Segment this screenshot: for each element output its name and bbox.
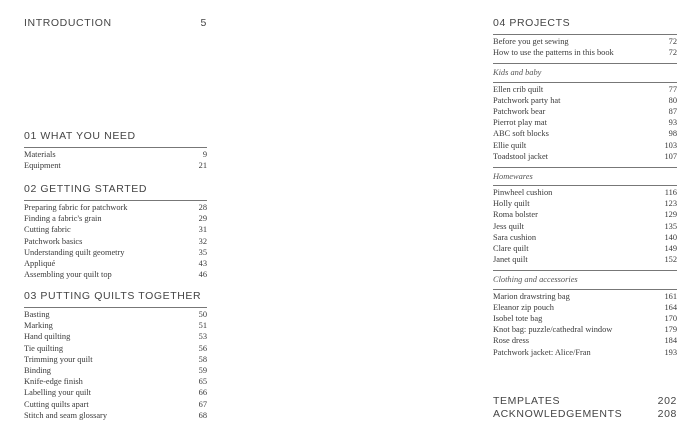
entry-label: Materials <box>24 150 56 159</box>
entry-label: Janet quilt <box>493 255 528 265</box>
group-rule <box>493 270 677 271</box>
entry-label: Toadstool jacket <box>493 151 548 161</box>
toc-entry[interactable] <box>493 36 677 47</box>
entry-page: 56 <box>198 343 207 353</box>
entry-label: Understanding quilt geometry <box>24 247 125 257</box>
toc-entry[interactable] <box>24 365 207 376</box>
entry-label: Appliqué <box>24 258 56 268</box>
entry-page: 21 <box>198 161 207 171</box>
section-rule <box>24 200 207 201</box>
entry-label: Jess quilt <box>493 221 524 231</box>
entry-page: 31 <box>198 225 207 235</box>
toc-entry[interactable] <box>493 232 677 243</box>
entry-page: 161 <box>664 291 677 301</box>
entry-label: Rose dress <box>493 336 530 346</box>
entry-page: 29 <box>198 214 207 224</box>
toc-entry[interactable] <box>493 221 677 232</box>
projects-body <box>493 36 677 358</box>
entry-page: 35 <box>198 247 207 257</box>
toc-entry[interactable] <box>493 291 677 302</box>
entry-label: Basting <box>24 310 50 319</box>
entry-label: TEMPLATES <box>493 395 561 407</box>
toc-entry[interactable] <box>493 140 677 151</box>
subheading: Homewares <box>493 171 533 181</box>
subheading: Clothing and accessories <box>493 275 578 285</box>
entry-page: 59 <box>198 365 207 375</box>
subheading-rule <box>493 82 677 83</box>
entry-page: 170 <box>664 313 677 323</box>
entry-label: ABC soft blocks <box>493 129 549 139</box>
entry-label: Sara cushion <box>493 232 537 242</box>
toc-entry[interactable] <box>493 117 677 128</box>
toc-entry[interactable] <box>24 343 207 354</box>
entry-label: Patchwork basics <box>24 236 83 246</box>
entry-page: 80 <box>668 95 677 105</box>
back-matter <box>493 395 677 421</box>
toc-entry[interactable] <box>24 399 207 410</box>
entry-page: 103 <box>664 140 677 150</box>
entry-label: Eleanor zip pouch <box>493 302 554 312</box>
introduction-label: INTRODUCTION <box>24 17 112 29</box>
toc-entry[interactable] <box>24 320 207 331</box>
toc-entry[interactable] <box>493 187 677 198</box>
entry-page: 107 <box>664 151 677 161</box>
entry-page: 67 <box>198 399 207 409</box>
entry-page: 193 <box>664 347 677 357</box>
entry-page: 123 <box>664 199 677 209</box>
toc-entry[interactable] <box>24 387 207 398</box>
toc-entry[interactable] <box>493 128 677 139</box>
entry-label: Marking <box>24 321 53 331</box>
entry-label: Equipment <box>24 161 61 171</box>
entry-label: Ellie quilt <box>493 140 527 150</box>
entry-label: Patchwork jacket: Alice/Fran <box>493 347 591 357</box>
toc-entry[interactable] <box>24 247 207 258</box>
toc-entry[interactable] <box>24 236 207 247</box>
entry-page: 179 <box>664 325 677 335</box>
entry-label: Assembling your quilt top <box>24 270 112 280</box>
toc-section <box>24 183 207 280</box>
toc-entry[interactable] <box>24 376 207 387</box>
entry-page: 65 <box>198 377 207 387</box>
entry-page: 43 <box>198 258 207 268</box>
entry-label: Knife-edge finish <box>24 377 83 387</box>
entry-page: 98 <box>668 129 677 139</box>
entry-label: Trimming your quilt <box>24 354 93 364</box>
section-title: 01 WHAT YOU NEED <box>24 130 136 142</box>
entry-page: 46 <box>198 270 207 280</box>
entry-label: Preparing fabric for patchwork <box>24 203 128 212</box>
toc-section <box>24 290 207 421</box>
entry-label: Before you get sewing <box>493 37 569 46</box>
toc-entry[interactable] <box>24 258 207 269</box>
entry-label: Cutting fabric <box>24 225 71 235</box>
subheading-rule <box>493 289 677 290</box>
entry-label: Hand quilting <box>24 332 71 342</box>
entry-label: Tie quilting <box>24 343 64 353</box>
entry-label: Binding <box>24 365 51 375</box>
entry-label: Knot bag: puzzle/cathedral window <box>493 325 613 335</box>
toc-entry[interactable] <box>493 347 677 358</box>
entry-label: Clare quilt <box>493 244 529 253</box>
entry-page: 152 <box>664 255 677 265</box>
toc-entry[interactable] <box>493 302 677 313</box>
toc-entry[interactable] <box>24 269 207 280</box>
entry-page: 116 <box>664 188 677 198</box>
toc-back-matter[interactable] <box>493 408 677 421</box>
toc-entry[interactable] <box>24 213 207 224</box>
entry-page: 50 <box>198 310 207 319</box>
group-rule <box>493 167 677 168</box>
entry-page: 164 <box>664 302 677 312</box>
entry-page: 93 <box>668 118 677 128</box>
entry-page: 208 <box>657 408 677 420</box>
toc-entry[interactable] <box>493 84 677 95</box>
entry-label: Patchwork party hat <box>493 95 561 105</box>
section-rule <box>493 34 677 35</box>
section-rule <box>24 307 207 308</box>
toc-entry[interactable] <box>493 324 677 335</box>
section-title: 03 PUTTING QUILTS TOGETHER <box>24 290 202 302</box>
entry-page: 184 <box>664 336 677 346</box>
introduction-page: 5 <box>200 17 207 29</box>
entry-page: 66 <box>198 388 207 398</box>
entry-label: Ellen crib quilt <box>493 84 544 94</box>
toc-entry[interactable] <box>24 410 207 421</box>
entry-label: Labelling your quilt <box>24 388 91 398</box>
toc-back-matter[interactable] <box>493 395 677 408</box>
toc-entry[interactable] <box>493 106 677 117</box>
entry-label: Stitch and seam glossary <box>24 410 108 420</box>
entry-page: 51 <box>198 321 207 331</box>
toc-entry[interactable] <box>24 354 207 365</box>
entry-page: 87 <box>668 106 677 116</box>
toc-entry[interactable] <box>493 335 677 346</box>
toc-entry[interactable] <box>493 313 677 324</box>
toc-entry[interactable] <box>24 160 207 171</box>
entry-label: Pinwheel cushion <box>493 188 553 198</box>
toc-entry[interactable] <box>493 243 677 254</box>
entry-page: 68 <box>198 410 207 420</box>
projects-section <box>493 17 677 358</box>
toc-section <box>24 130 207 171</box>
entry-page: 140 <box>664 232 677 242</box>
entry-page: 58 <box>198 354 207 364</box>
entry-label: Isobel tote bag <box>493 313 543 323</box>
section-title: 02 GETTING STARTED <box>24 183 148 195</box>
entry-page: 149 <box>664 244 677 253</box>
toc-introduction[interactable] <box>24 17 207 29</box>
entry-label: ACKNOWLEDGEMENTS <box>493 408 623 420</box>
entry-label: How to use the patterns in this book <box>493 48 614 58</box>
toc-entry[interactable] <box>493 254 677 265</box>
entry-page: 77 <box>668 84 677 94</box>
toc-entry[interactable] <box>493 47 677 58</box>
toc-entry[interactable] <box>493 209 677 220</box>
entry-label: Cutting quilts apart <box>24 399 89 409</box>
subheading: Kids and baby <box>493 68 542 78</box>
toc-entry[interactable] <box>24 202 207 213</box>
toc-entry[interactable] <box>493 151 677 162</box>
entry-page: 135 <box>664 221 677 231</box>
entry-label: Patchwork bear <box>493 106 546 116</box>
entry-label: Marion drawstring bag <box>493 291 570 301</box>
entry-page: 129 <box>664 210 677 220</box>
toc-entry[interactable] <box>24 309 207 320</box>
entry-page: 9 <box>202 150 207 159</box>
entry-label: Roma bolster <box>493 210 538 220</box>
toc-entry[interactable] <box>493 198 677 209</box>
entry-page: 72 <box>668 48 677 58</box>
entry-label: Pierrot play mat <box>493 118 547 128</box>
toc-entry[interactable] <box>493 95 677 106</box>
section-title-projects: 04 PROJECTS <box>493 17 571 29</box>
toc-entry[interactable] <box>24 149 207 160</box>
entry-page: 28 <box>198 203 207 212</box>
subheading-rule <box>493 185 677 186</box>
toc-entry[interactable] <box>24 331 207 342</box>
group-rule <box>493 63 677 64</box>
entry-page: 72 <box>668 37 677 46</box>
entry-page: 53 <box>198 332 207 342</box>
entry-page: 32 <box>198 236 207 246</box>
section-rule <box>24 147 207 148</box>
entry-label: Holly quilt <box>493 199 530 209</box>
entry-label: Finding a fabric's grain <box>24 214 102 224</box>
entry-page: 202 <box>657 395 677 407</box>
toc-entry[interactable] <box>24 224 207 235</box>
